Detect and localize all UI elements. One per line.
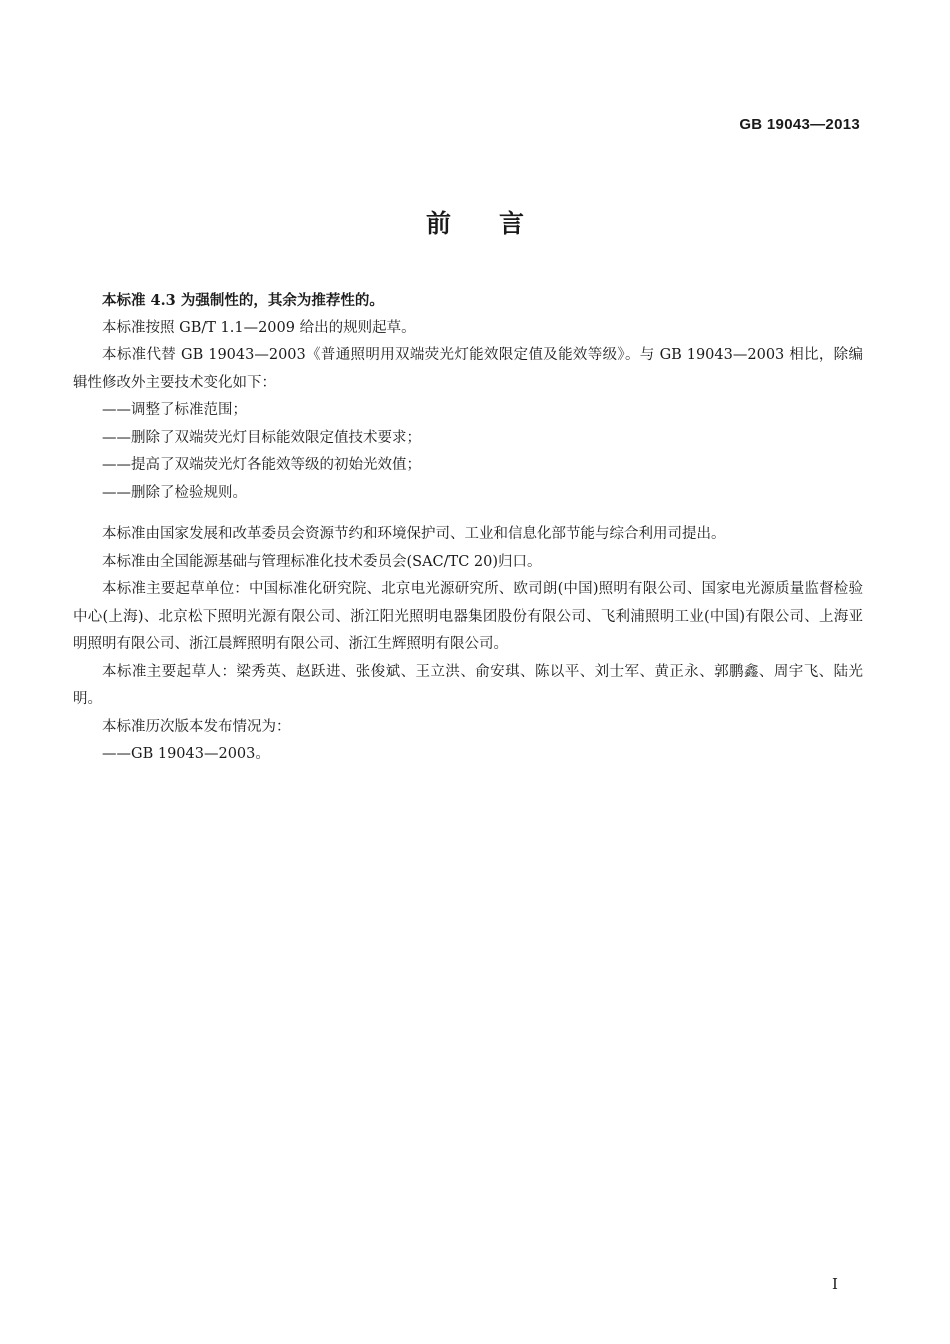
paragraph-proposed-by: 本标准由国家发展和改革委员会资源节约和环境保护司、工业和信息化部节能与综合利用司提出。 xyxy=(102,526,726,542)
standard-code: GB 19043—2013 xyxy=(739,116,860,133)
list-item-change-scope: ——调整了标准范围； xyxy=(102,402,247,418)
foreword-body xyxy=(73,287,863,769)
paragraph-replaces: 本标准代替 GB 19043—2003《普通照明用双端荧光灯能效限定值及能效等级》。与 GB 19043—2003 相比，除编辑性修改外主要技术变化如下： xyxy=(73,347,863,391)
list-item-change-initial-efficacy: ——提高了双端荧光灯各能效等级的初始光效值； xyxy=(102,457,421,473)
list-item-change-target-limit: ——删除了双端荧光灯目标能效限定值技术要求； xyxy=(102,429,421,446)
paragraph-drafters: 本标准主要起草人：梁秀英、赵跃进、张俊斌、王立洪、俞安琪、陈以平、刘士军、黄正永、郭鹏鑫、周宇飞、陆光明。 xyxy=(73,663,863,707)
paragraph-drafting-rules: 本标准按照 GB/T 1.1—2009 给出的规则起草。 xyxy=(102,319,416,336)
paragraph-drafting-organizations: 本标准主要起草单位：中国标准化研究院、北京电光源研究所、欧司朗(中国)照明有限公司、国家电光源质量监督检验中心(上海)、北京松下照明光源有限公司、浙江阳光照明电器集团股份有限公司、飞利浦照明工业(中国)有限公司、上海亚明照明有限公司、浙江晨辉照明有限公司、浙江生辉照明有限公司。 xyxy=(73,581,863,652)
list-item-change-inspection-rules: ——删除了检验规则。 xyxy=(102,484,247,501)
paragraph-mandatory-clause: 本标准 4.3 为强制性的，其余为推荐性的。 xyxy=(102,292,384,309)
paragraph-administered-by: 本标准由全国能源基础与管理标准化技术委员会(SAC/TC 20)归口。 xyxy=(102,553,542,570)
page-number: I xyxy=(832,1275,838,1293)
page-title: 前言 xyxy=(425,209,572,238)
paragraph-previous-editions: 本标准历次版本发布情况为： xyxy=(102,718,291,735)
list-item-previous-edition: ——GB 19043—2003。 xyxy=(102,746,270,762)
